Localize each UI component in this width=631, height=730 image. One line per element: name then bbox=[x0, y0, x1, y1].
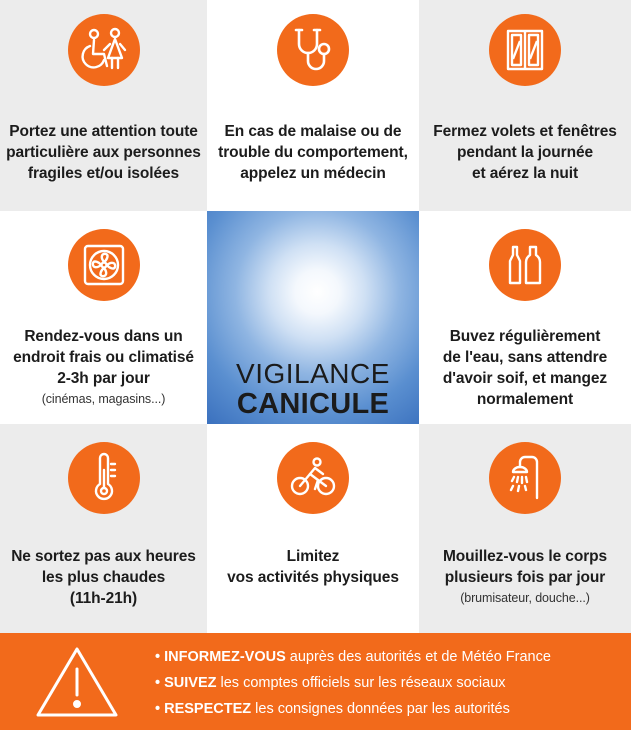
advice-text: Fermez volets et fenêtres pendant la journée et aérez la nuit bbox=[433, 123, 617, 182]
advice-text: En cas de malaise ou de trouble du comportement, appelez un médecin bbox=[218, 123, 408, 182]
window-shutters-icon bbox=[489, 14, 561, 86]
vigilance-title: VIGILANCE bbox=[236, 358, 390, 389]
advice-cell-shower bbox=[419, 424, 631, 633]
advice-text: Portez une attention toute particulière aux personnes fragiles et/ou isolées bbox=[6, 123, 201, 182]
banner-line: • INFORMEZ-VOUS auprès des autorités et de Météo France bbox=[155, 649, 551, 665]
warning-icon bbox=[32, 643, 122, 721]
advice-text: Buvez régulièrement de l'eau, sans attendre d'avoir soif, et mangez normalement bbox=[442, 328, 608, 408]
info-banner bbox=[0, 633, 631, 730]
banner-instructions bbox=[155, 644, 551, 722]
thermometer-icon bbox=[68, 442, 140, 514]
advice-cell-vulnerable-people bbox=[0, 0, 207, 211]
bottles-icon bbox=[489, 229, 561, 301]
shower-icon bbox=[489, 442, 561, 514]
advice-cell-doctor bbox=[207, 0, 419, 211]
advice-note: (cinémas, magasins...) bbox=[41, 392, 166, 406]
banner-line: • SUIVEZ les comptes officiels sur les réseaux sociaux bbox=[155, 675, 506, 691]
advice-cell-shutters bbox=[419, 0, 631, 211]
advice-cell-drink-water bbox=[419, 211, 631, 424]
advice-text: Ne sortez pas aux heures les plus chaudes (11h-21h) bbox=[11, 548, 196, 607]
advice-cell-hot-hours bbox=[0, 424, 207, 633]
fan-icon bbox=[68, 229, 140, 301]
canicule-title: CANICULE bbox=[236, 388, 390, 420]
cyclist-icon bbox=[277, 442, 349, 514]
accessibility-icon bbox=[68, 14, 140, 86]
advice-cell-cool-place bbox=[0, 211, 207, 424]
advice-text: Mouillez-vous le corps plusieurs fois par jour (brumisateur, douche...) bbox=[419, 546, 631, 608]
stethoscope-icon bbox=[277, 14, 349, 86]
banner-line: • RESPECTEZ les consignes données par les autorités bbox=[155, 701, 510, 717]
vigilance-sky-panel bbox=[207, 211, 419, 424]
advice-text: Limitez vos activités physiques bbox=[227, 548, 399, 586]
advice-note: (brumisateur, douche...) bbox=[460, 591, 590, 605]
advice-cell-physical-activity bbox=[207, 424, 419, 633]
advice-text: Rendez-vous dans un endroit frais ou climatisé 2-3h par jour (cinémas, magasins...) bbox=[0, 326, 207, 409]
